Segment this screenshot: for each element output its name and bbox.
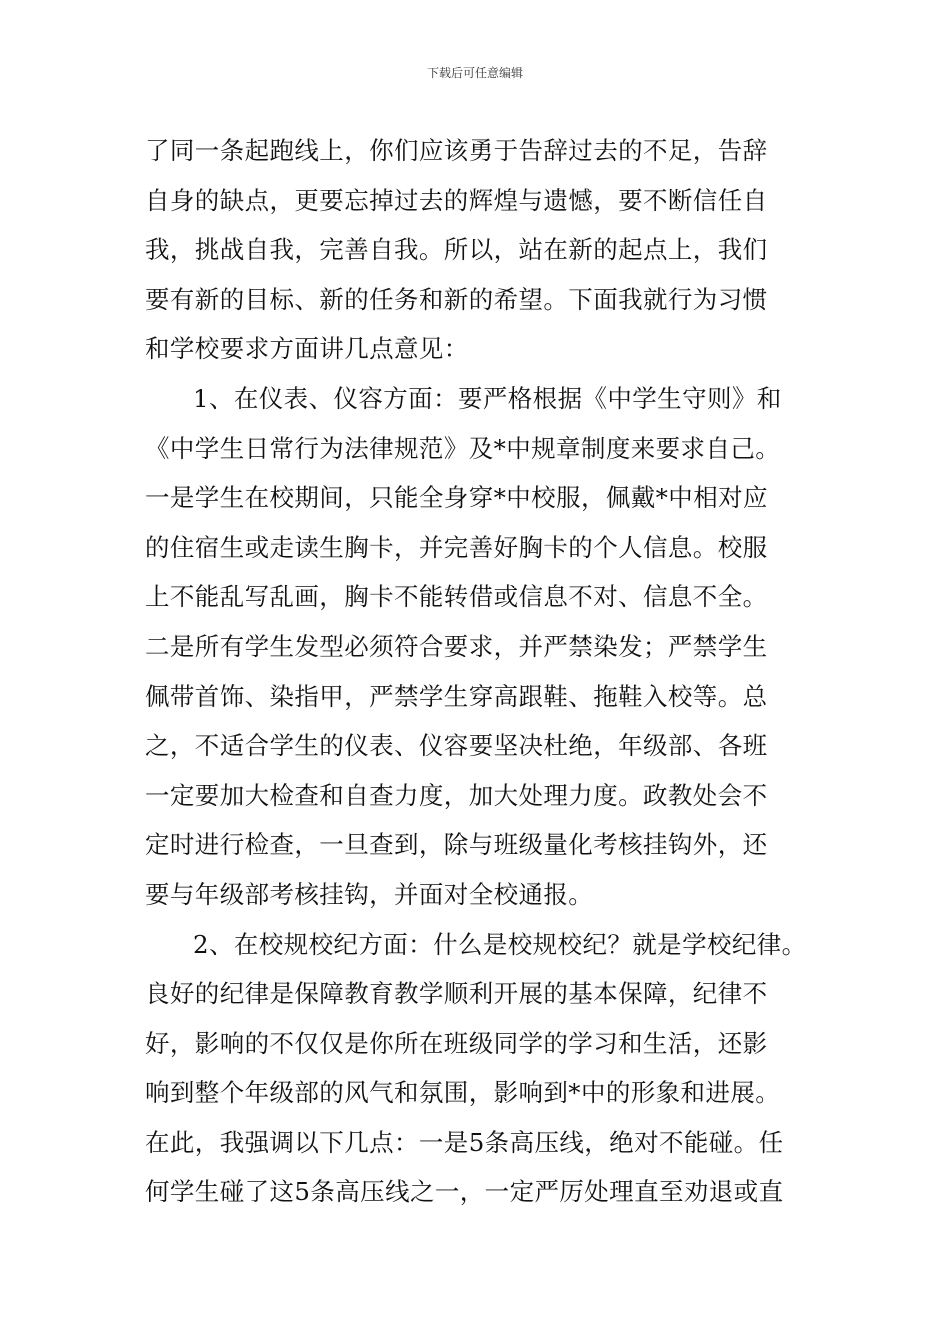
text-line: 响到整个年级部的风气和氛围，影响到*中的形象和进展。: [145, 1078, 781, 1108]
document-body: [145, 126, 825, 1217]
text-line: 之，不适合学生的仪表、仪容要坚决杜绝，年级部、各班: [145, 731, 768, 761]
text-line: 好，影响的不仅仅是你所在班级同学的学习和生活，还影: [145, 1028, 768, 1058]
text-line: 我，挑战自我，完善自我。所以，站在新的起点上，我们: [145, 235, 768, 265]
paragraph-start-line: 1、在仪表、仪容方面：要严格根据《中学生守则》和: [193, 383, 782, 413]
text-line: 的住宿生或走读生胸卡，并完善好胸卡的个人信息。校服: [145, 532, 768, 562]
text-line: 佩带首饰、染指甲，严禁学生穿高跟鞋、拖鞋入校等。总: [145, 681, 768, 711]
text-line: 《中学生日常行为法律规范》及*中规章制度来要求自己。: [145, 433, 781, 463]
text-line: 一是学生在校期间，只能全身穿*中校服，佩戴*中相对应: [145, 483, 768, 513]
text-line: 二是所有学生发型必须符合要求，并严禁染发；严禁学生: [145, 631, 768, 661]
text-line: 何学生碰了这5条高压线之一，一定严厉处理直至劝退或直: [145, 1177, 784, 1207]
text-line: 了同一条起跑线上，你们应该勇于告辞过去的不足，告辞: [145, 136, 768, 165]
text-line: 要有新的目标、新的任务和新的希望。下面我就行为习惯: [145, 284, 768, 314]
paragraph-start-line: 2、在校规校纪方面：什么是校规校纪？就是学校纪律。: [193, 929, 807, 959]
text-line: 和学校要求方面讲几点意见：: [145, 334, 469, 364]
text-line: 一定要加大检查和自查力度，加大处理力度。政教处会不: [145, 780, 768, 810]
page-header: 下载后可任意编辑: [426, 66, 523, 80]
text-line: 自身的缺点，更要忘掉过去的辉煌与遗憾，要不断信任自: [145, 185, 768, 215]
text-line: 良好的纪律是保障教育教学顺利开展的基本保障，纪律不: [145, 979, 768, 1009]
text-line: 定时进行检查，一旦查到，除与班级量化考核挂钩外，还: [145, 830, 768, 860]
text-line: 在此，我强调以下几点：一是5条高压线，绝对不能碰。任: [145, 1127, 784, 1157]
text-line: 要与年级部考核挂钩，并面对全校通报。: [145, 879, 594, 909]
text-line: 上不能乱写乱画，胸卡不能转借或信息不对、信息不全。: [145, 582, 768, 612]
